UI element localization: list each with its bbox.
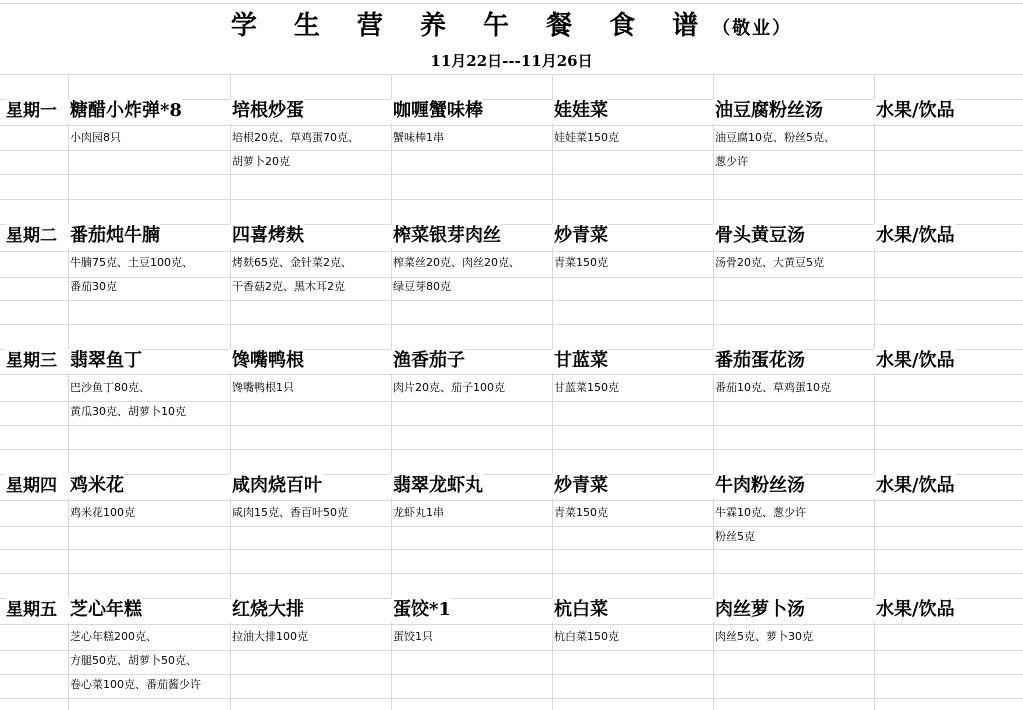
grid-line-h <box>0 474 1023 475</box>
dish-name: 娃娃菜 <box>554 100 608 121</box>
dish-name: 炒青菜 <box>554 225 608 246</box>
dish-name: 咸肉烧百叶 <box>232 475 322 496</box>
title-subtitle: （敬业） <box>712 18 793 39</box>
dish-name: 红烧大排 <box>232 599 304 620</box>
ingredient-line: 馋嘴鸭根1只 <box>232 381 294 394</box>
dish-name: 水果/饮品 <box>876 599 955 620</box>
weekday-label: 星期四 <box>6 474 68 498</box>
title-text: 学 生 营 养 午 餐 食 谱 <box>230 11 713 41</box>
ingredient-line: 拉油大排100克 <box>232 630 308 643</box>
grid-line-h <box>0 374 1023 375</box>
dish-name: 牛肉粉丝汤 <box>715 475 805 496</box>
grid-line-h <box>0 425 1023 426</box>
dish-name: 骨头黄豆汤 <box>715 225 805 246</box>
grid-line-h <box>0 598 1023 599</box>
grid-line-h <box>0 324 1023 325</box>
ingredient-line: 咸肉15克、香百叶50克 <box>232 506 348 519</box>
grid-line-h <box>0 199 1023 200</box>
dish-name: 渔香茄子 <box>393 350 465 371</box>
ingredient-line: 烤麸65克、金针菜2克、 <box>232 256 352 269</box>
grid-line-h <box>0 251 1023 252</box>
ingredient-line: 小肉园8只 <box>70 131 121 144</box>
grid-line-h <box>0 500 1023 501</box>
grid-line-h <box>0 300 1023 301</box>
ingredient-line: 甘蓝菜150克 <box>554 381 619 394</box>
dish-name: 水果/饮品 <box>876 350 955 371</box>
dish-name: 糖醋小炸弹*8 <box>70 100 182 121</box>
dish-name: 炒青菜 <box>554 475 608 496</box>
weekday-label: 星期一 <box>6 99 68 123</box>
ingredient-line: 卷心菜100克、番茄酱少许 <box>70 678 201 691</box>
grid-line-h <box>0 150 1023 151</box>
ingredient-line: 龙虾丸1串 <box>393 506 444 519</box>
grid-line-h <box>0 449 1023 450</box>
grid-line-h <box>0 624 1023 625</box>
ingredient-line: 杭白菜150克 <box>554 630 619 643</box>
grid-line-h <box>0 125 1023 126</box>
weekday-label: 星期二 <box>6 224 68 248</box>
grid-line-h <box>0 549 1023 550</box>
ingredient-line: 胡萝卜20克 <box>232 155 290 168</box>
ingredient-line: 鸡米花100克 <box>70 506 135 519</box>
ingredient-line: 培根20克、草鸡蛋70克、 <box>232 131 359 144</box>
weekday-label: 星期三 <box>6 349 68 373</box>
ingredient-line: 牛腩75克、土豆100克、 <box>70 256 193 269</box>
ingredient-line: 蛋饺1只 <box>393 630 433 643</box>
dish-name: 翡翠鱼丁 <box>70 350 142 371</box>
dish-name: 咖喱蟹味棒 <box>393 100 483 121</box>
ingredient-line: 芝心年糕200克、 <box>70 630 157 643</box>
ingredient-line: 绿豆芽80克 <box>393 280 451 293</box>
dish-name: 培根炒蛋 <box>232 100 304 121</box>
ingredient-line: 肉丝5克、萝卜30克 <box>715 630 813 643</box>
dish-name: 馋嘴鸭根 <box>232 350 304 371</box>
grid-line-h <box>0 174 1023 175</box>
ingredient-line: 蟹味棒1串 <box>393 131 444 144</box>
grid-line-h <box>0 277 1023 278</box>
ingredient-line: 巴沙鱼丁80克、 <box>70 381 150 394</box>
grid-line-h <box>0 526 1023 527</box>
dish-name: 肉丝萝卜汤 <box>715 599 805 620</box>
ingredient-line: 干香菇2克、黑木耳2克 <box>232 280 345 293</box>
dish-name: 水果/饮品 <box>876 225 955 246</box>
ingredient-line: 青菜150克 <box>554 256 608 269</box>
ingredient-line: 番茄30克 <box>70 280 117 293</box>
page-title <box>0 4 1023 48</box>
dish-name: 油豆腐粉丝汤 <box>715 100 823 121</box>
ingredient-line: 油豆腐10克、粉丝5克、 <box>715 131 835 144</box>
dish-name: 水果/饮品 <box>876 475 955 496</box>
ingredient-line: 方腿50克、胡萝卜50克、 <box>70 654 197 667</box>
dish-name: 甘蓝菜 <box>554 350 608 371</box>
date-range: 11月22日---11月26日 <box>0 50 1023 72</box>
dish-name: 芝心年糕 <box>70 599 142 620</box>
ingredient-line: 肉片20克、茄子100克 <box>393 381 505 394</box>
dish-name: 番茄蛋花汤 <box>715 350 805 371</box>
dish-name: 杭白菜 <box>554 599 608 620</box>
ingredient-line: 粉丝5克 <box>715 530 755 543</box>
grid-line-h <box>0 573 1023 574</box>
dish-name: 鸡米花 <box>70 475 124 496</box>
dish-name: 榨菜银芽肉丝 <box>393 225 501 246</box>
ingredient-line: 葱少许 <box>715 155 748 168</box>
ingredient-line: 牛霖10克、葱少许 <box>715 506 806 519</box>
dish-name: 番茄炖牛腩 <box>70 225 160 246</box>
ingredient-line: 黄瓜30克、胡萝卜10克 <box>70 405 186 418</box>
ingredient-line: 青菜150克 <box>554 506 608 519</box>
grid-line-h <box>0 349 1023 350</box>
ingredient-line: 番茄10克、草鸡蛋10克 <box>715 381 831 394</box>
ingredient-line: 榨菜丝20克、肉丝20克、 <box>393 256 520 269</box>
ingredient-line: 汤骨20克、大黄豆5克 <box>715 256 824 269</box>
dish-name: 四喜烤麸 <box>232 225 304 246</box>
grid-line-h <box>0 698 1023 699</box>
ingredient-line: 娃娃菜150克 <box>554 131 619 144</box>
dish-name: 蛋饺*1 <box>393 599 451 620</box>
dish-name: 水果/饮品 <box>876 100 955 121</box>
weekday-label: 星期五 <box>6 598 68 622</box>
grid-line-h <box>0 74 1023 75</box>
dish-name: 翡翠龙虾丸 <box>393 475 483 496</box>
